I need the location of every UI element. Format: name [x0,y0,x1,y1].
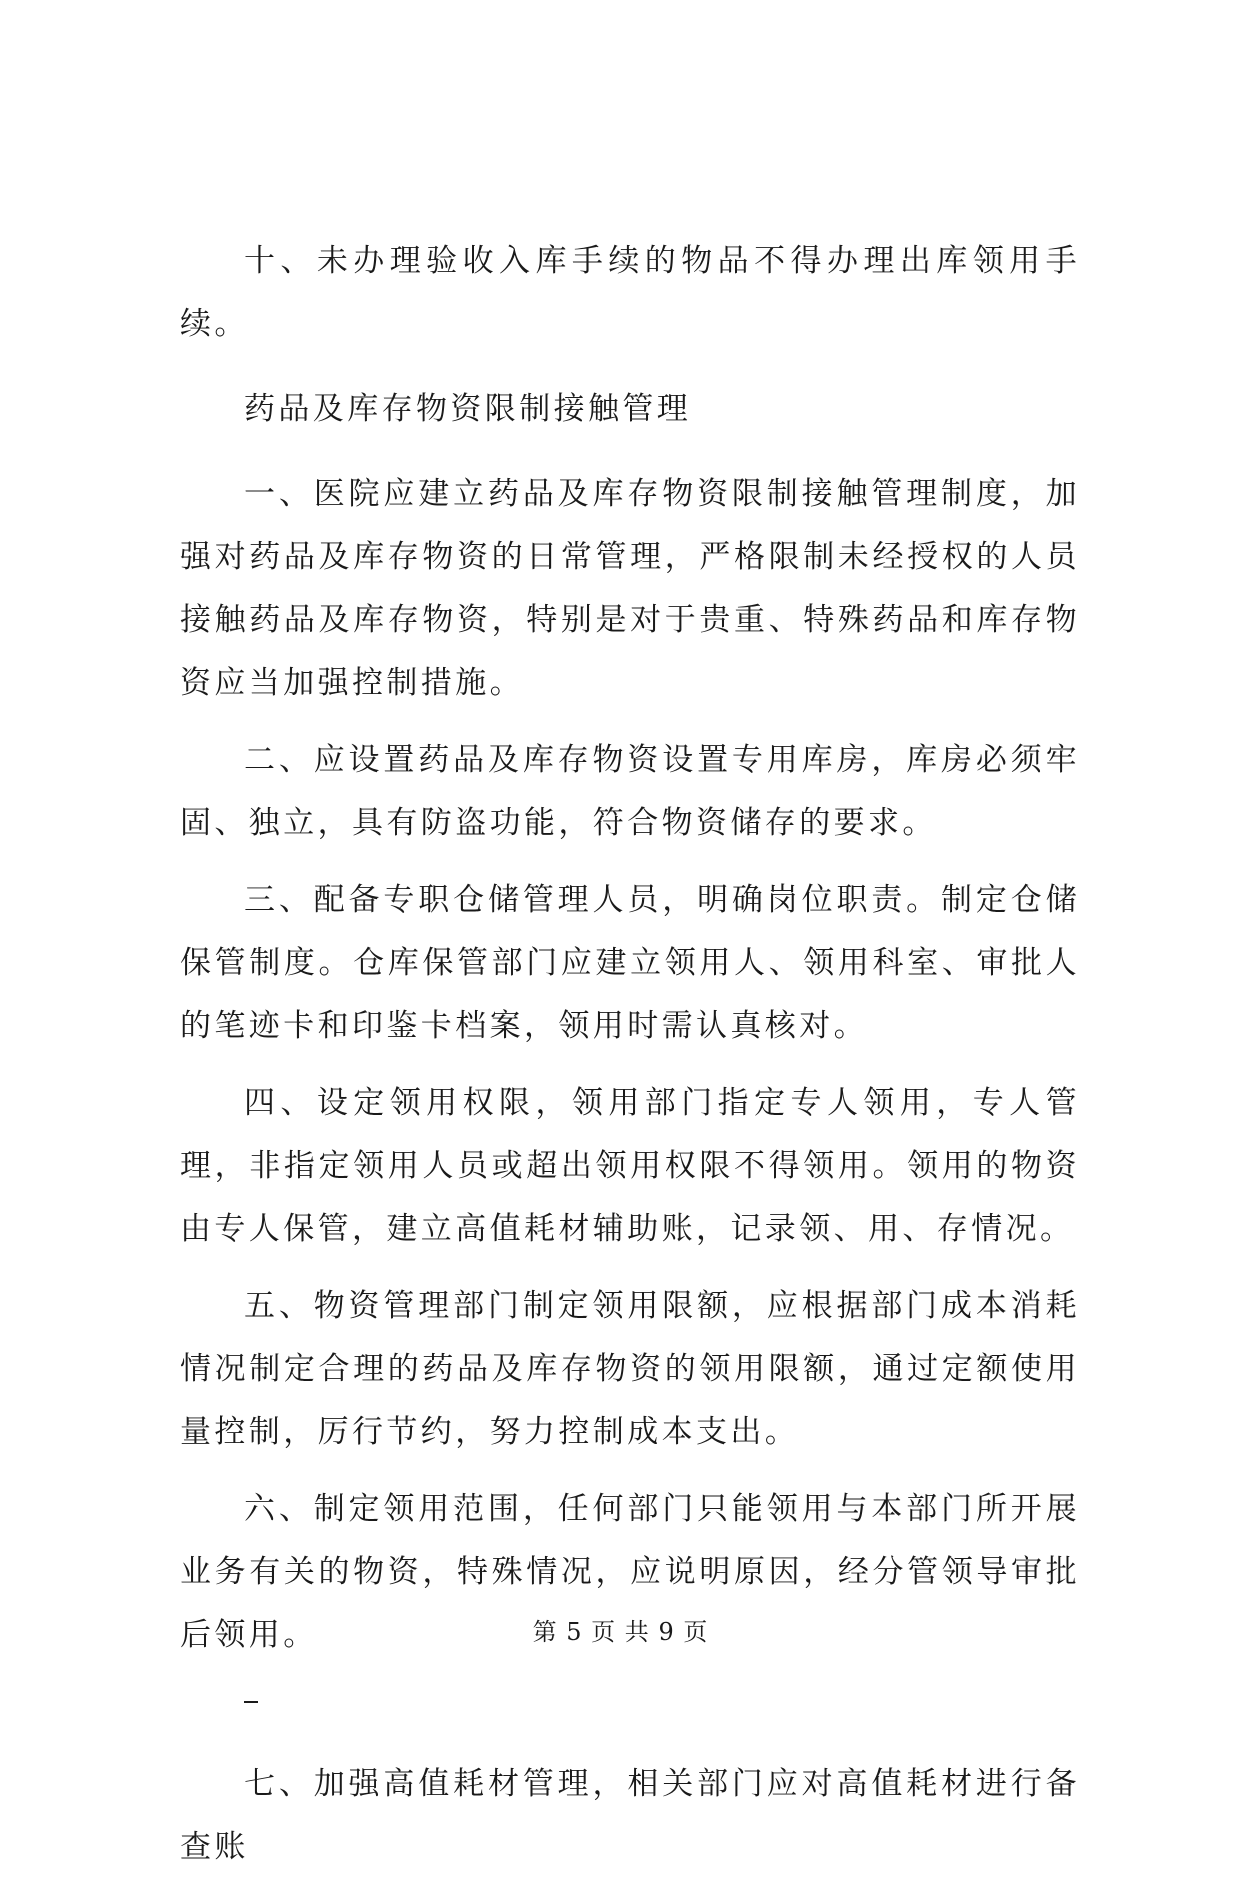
section-heading: 药品及库存物资限制接触管理 [244,391,692,427]
paragraph-item-1: 一、医院应建立药品及库存物资限制接触管理制度，加强对药品及库存物资的日常管理，严格限制未经授权的人员接触药品及库存物资，特别是对于贵重、特殊药品和库存物资应当加强控制措施。 [180,476,1080,701]
paragraph-item-4: 四、设定领用权限，领用部门指定专人领用，专人管理，非指定领用人员或超出领用权限不得领用。领用的物资由专人保管，建立高值耗材辅助账，记录领、用、存情况。 [180,1085,1080,1247]
paragraph-item-6: 六、制定领用范围，任何部门只能领用与本部门所开展业务有关的物资，特殊情况，应说明原因，经分管领导审批后领用。 [180,1491,1080,1653]
paragraph-item-3: 三、配备专职仓储管理人员，明确岗位职责。制定仓储保管制度。仓库保管部门应建立领用人、领用科室、审批人的笔迹卡和印鉴卡档案，领用时需认真核对。 [180,882,1080,1044]
stray-dash-mark [244,1701,258,1703]
paragraph-item-7: 七、加强高值耗材管理，相关部门应对高值耗材进行备查账 [180,1766,1080,1865]
paragraph-item-2: 二、应设置药品及库存物资设置专用库房，库房必须牢固、独立，具有防盗功能，符合物资储存的要求。 [180,742,1080,841]
paragraph-item-10: 十、未办理验收入库手续的物品不得办理出库领用手续。 [180,243,1080,342]
page-footer: 第 5 页 共 9 页 [532,1618,709,1646]
paragraph-item-5: 五、物资管理部门制定领用限额，应根据部门成本消耗情况制定合理的药品及库存物资的领用限额，通过定额使用量控制，厉行节约，努力控制成本支出。 [180,1288,1080,1450]
